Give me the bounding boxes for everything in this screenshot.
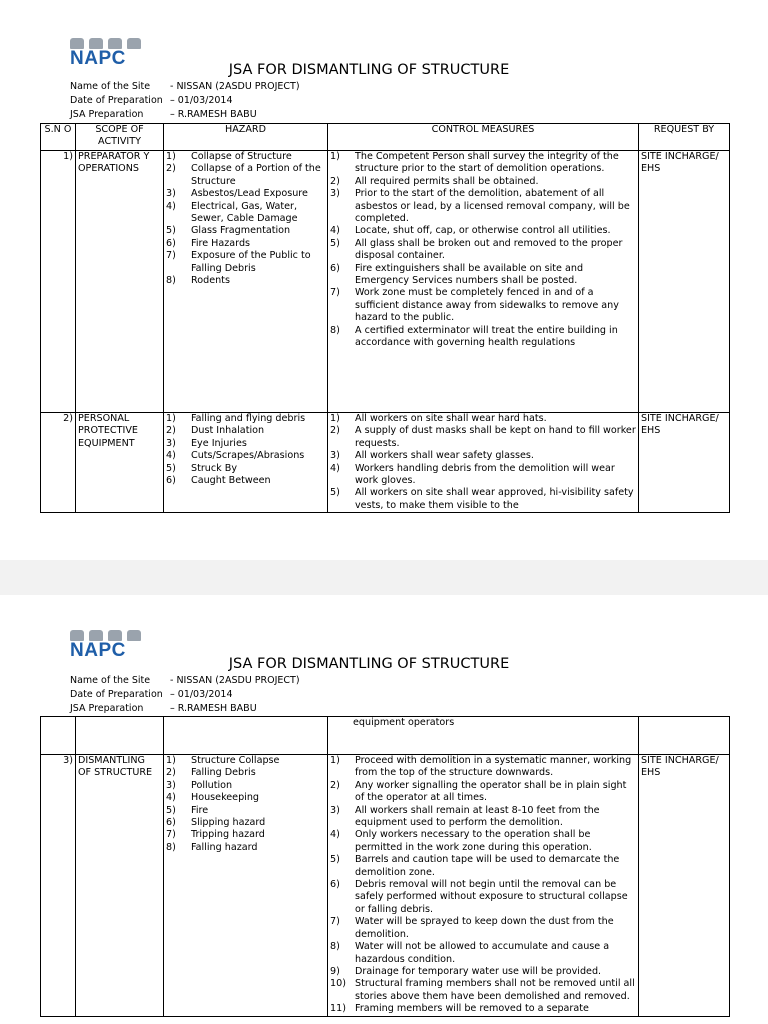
control-item: [330, 805, 636, 830]
document-meta: [70, 80, 300, 122]
meta-label: Name of the Site: [70, 675, 151, 686]
table-row-continued: [41, 717, 730, 755]
control-item: [330, 463, 636, 488]
hazard-item: [166, 275, 325, 287]
hazard-item: [166, 842, 325, 854]
item-number: 10): [330, 978, 346, 990]
control-item: [330, 755, 636, 780]
control-text: Prior to the start of the demolition, abatement of all asbestos or lead, by a licensed removal company, will be completed.: [355, 188, 630, 225]
item-number: 1): [330, 151, 340, 162]
item-number: 7): [166, 829, 176, 841]
control-item: [330, 1003, 636, 1015]
activity-scope: PREPARATOR Y OPERATIONS: [76, 151, 164, 413]
item-number: 7): [330, 287, 340, 299]
hazard-item: [166, 780, 325, 792]
activity-scope: DISMANTLING OF STRUCTURE: [76, 755, 164, 1017]
hazard-item: [166, 792, 325, 804]
control-text: Only workers necessary to the operation shall be permitted in the work zone during this operation.: [355, 829, 592, 853]
hazard-cell: [164, 413, 328, 513]
meta-value: - NISSAN (2ASDU PROJECT): [170, 675, 300, 686]
item-number: 1): [166, 151, 176, 162]
header-hazard: HAZARD: [164, 124, 328, 151]
item-number: 4): [330, 225, 340, 237]
item-number: 2): [166, 767, 176, 779]
hazard-item: [166, 450, 325, 462]
item-number: 7): [166, 250, 176, 262]
item-number: 6): [166, 475, 176, 487]
hazard-text: Exposure of the Public to Falling Debris: [191, 250, 311, 274]
control-text: All workers on site shall wear approved, hi-visibility safety vests, to make them visible to the: [355, 487, 634, 511]
hazard-text: Dust Inhalation: [191, 425, 265, 437]
hazard-text: Slipping hazard: [191, 817, 266, 829]
meta-label: Date of Preparation: [70, 689, 163, 700]
item-number: 3): [330, 804, 340, 816]
hazard-text: Caught Between: [191, 475, 271, 487]
hazard-text: Rodents: [191, 275, 230, 287]
hazard-item: [166, 767, 325, 779]
control-item: [330, 487, 636, 512]
hazard-item: [166, 413, 325, 425]
hazard-list: [166, 413, 325, 487]
item-number: 3): [166, 437, 176, 449]
hazard-text: Housekeeping: [191, 792, 260, 804]
hazard-list: [166, 151, 325, 287]
hazard-text: Tripping hazard: [191, 829, 265, 841]
hazard-text: Electrical, Gas, Water, Sewer, Cable Damage: [191, 200, 298, 225]
activity-scope: PERSONAL PROTECTIVE EQUIPMENT: [76, 413, 164, 513]
hazard-text: Struck By: [191, 462, 238, 474]
control-item: [330, 263, 636, 288]
item-number: 4): [330, 829, 340, 841]
meta-label: Date of Preparation: [70, 95, 163, 106]
control-measures-cell: [328, 755, 639, 1017]
hazard-cell: [164, 151, 328, 413]
item-number: 5): [330, 487, 340, 499]
hazard-item: [166, 163, 325, 188]
hazard-item: [166, 151, 325, 163]
control-item: [330, 829, 636, 854]
meta-label: JSA Preparation: [70, 109, 144, 120]
continued-control-text: equipment operators: [328, 717, 639, 755]
control-item: [330, 188, 636, 225]
hazard-text: Pollution: [191, 779, 233, 791]
control-text: All workers shall remain at least 8-10 feet from the equipment used to perform the demolition.: [355, 804, 600, 829]
hazard-text: Cuts/Scrapes/Abrasions: [191, 450, 305, 462]
hazard-item: [166, 201, 325, 226]
control-measures-cell: [328, 151, 639, 413]
control-text: Water will not be allowed to accumulate and cause a hazardous condition.: [355, 941, 610, 965]
hazard-item: [166, 463, 325, 475]
control-item: [330, 238, 636, 263]
document-page-2: [0, 595, 768, 1024]
control-item: [330, 941, 636, 966]
item-number: 3): [166, 779, 176, 791]
request-by: SITE INCHARGE/ EHS: [639, 151, 730, 413]
item-number: 8): [166, 841, 176, 853]
page-gap: [0, 560, 768, 595]
request-by: SITE INCHARGE/ EHS: [639, 413, 730, 513]
hazard-text: Falling and flying debris: [191, 413, 306, 424]
hazard-item: [166, 755, 325, 767]
control-item: [330, 978, 636, 1003]
item-number: 4): [166, 792, 176, 804]
meta-value: – 01/03/2014: [170, 95, 233, 106]
item-number: 5): [330, 854, 340, 866]
item-number: 8): [166, 275, 176, 287]
control-item: [330, 325, 636, 350]
item-number: 4): [330, 462, 340, 474]
hazard-text: Glass Fragmentation: [191, 225, 291, 237]
item-number: 5): [166, 804, 176, 816]
control-item: [330, 425, 636, 450]
request-by: SITE INCHARGE/ EHS: [639, 755, 730, 1017]
control-list: [330, 413, 636, 512]
meta-value: – R.RAMESH BABU: [170, 109, 257, 120]
meta-label: Name of the Site: [70, 81, 151, 92]
hazard-text: Falling hazard: [191, 841, 258, 853]
control-measures-cell: [328, 413, 639, 513]
hazard-text: Eye Injuries: [191, 437, 247, 449]
header-sno: S.N O: [41, 124, 76, 151]
header-scope: SCOPE OF ACTIVITY: [76, 124, 164, 151]
logo-wordmark: NAPC: [70, 640, 126, 661]
hazard-item: [166, 438, 325, 450]
hazard-item: [166, 238, 325, 250]
control-item: [330, 287, 636, 324]
control-text: Debris removal will not begin until the removal can be safely performed without exposure to structural collapse or falling debris.: [355, 879, 628, 915]
control-text: Water will be sprayed to keep down the dust from the demolition.: [355, 916, 614, 940]
control-item: [330, 854, 636, 879]
jsa-table: [40, 123, 730, 513]
control-text: Framing members will be removed to a separate: [355, 1003, 589, 1015]
hazard-cell: [164, 755, 328, 1017]
control-list: [330, 151, 636, 350]
meta-value: – R.RAMESH BABU: [170, 703, 257, 714]
page-title: JSA FOR DISMANTLING OF STRUCTURE: [228, 62, 510, 78]
hazard-text: Collapse of a Portion of the Structure: [191, 163, 321, 187]
table-row: [41, 755, 730, 1017]
control-list: [330, 755, 636, 1016]
control-text: Workers handling debris from the demolition will wear work gloves.: [355, 462, 615, 487]
logo-wordmark: NAPC: [70, 48, 126, 69]
jsa-table-continued: [40, 716, 730, 1017]
hazard-item: [166, 805, 325, 817]
control-text: A supply of dust masks shall be kept on hand to fill worker requests.: [355, 425, 636, 449]
item-number: 4): [166, 450, 176, 462]
page-title: JSA FOR DISMANTLING OF STRUCTURE: [228, 656, 510, 672]
hazard-text: Structure Collapse: [191, 755, 280, 766]
table-header-row: [41, 124, 730, 151]
item-number: 8): [330, 324, 340, 336]
item-number: 4): [166, 200, 176, 212]
hazard-item: [166, 829, 325, 841]
hazard-item: [166, 425, 325, 437]
control-item: [330, 916, 636, 941]
row-number: 1): [41, 151, 76, 413]
hazard-list: [166, 755, 325, 854]
control-item: [330, 879, 636, 916]
item-number: 5): [166, 462, 176, 474]
item-number: 11): [330, 1003, 346, 1015]
item-number: 8): [330, 941, 340, 953]
table-row: [41, 151, 730, 413]
hazard-item: [166, 250, 325, 275]
item-number: 3): [166, 188, 176, 200]
control-item: [330, 176, 636, 188]
control-text: A certified exterminator will treat the entire building in accordance with governing health regulations: [355, 324, 618, 349]
hazard-text: Collapse of Structure: [191, 151, 292, 162]
item-number: 2): [330, 779, 340, 791]
control-text: Any worker signalling the operator shall be in plain sight of the operator at all times.: [355, 779, 627, 804]
item-number: 2): [330, 425, 340, 437]
item-number: 9): [330, 965, 340, 977]
item-number: 3): [330, 450, 340, 462]
control-text: Proceed with demolition in a systematic manner, working from the top of the structure downwards.: [355, 755, 632, 779]
item-number: 6): [166, 817, 176, 829]
item-number: 1): [330, 413, 340, 424]
hazard-item: [166, 225, 325, 237]
item-number: 1): [330, 755, 340, 766]
item-number: 5): [330, 237, 340, 249]
control-item: [330, 413, 636, 425]
control-text: Structural framing members shall not be removed until all stories above them have been demolished and removed.: [355, 978, 635, 1002]
item-number: 3): [330, 188, 340, 200]
item-number: 2): [166, 425, 176, 437]
control-text: Work zone must be completely fenced in and of a sufficient distance away from sidewalks to remove any hazard to the public.: [355, 287, 619, 324]
hazard-item: [166, 188, 325, 200]
row-number: 3): [41, 755, 76, 1017]
meta-value: – 01/03/2014: [170, 689, 233, 700]
item-number: 1): [166, 413, 176, 424]
item-number: 1): [166, 755, 176, 766]
item-number: 2): [330, 175, 340, 187]
control-text: All required permits shall be obtained.: [355, 175, 539, 187]
table-row: [41, 413, 730, 513]
row-number: 2): [41, 413, 76, 513]
control-item: [330, 780, 636, 805]
header-control-measures: CONTROL MEASURES: [328, 124, 639, 151]
control-text: Locate, shut off, cap, or otherwise control all utilities.: [355, 225, 611, 237]
control-item: [330, 151, 636, 176]
meta-value: - NISSAN (2ASDU PROJECT): [170, 81, 300, 92]
control-text: Barrels and caution tape will be used to demarcate the demolition zone.: [355, 854, 620, 878]
item-number: 6): [330, 262, 340, 274]
document-meta: [70, 674, 300, 716]
item-number: 2): [166, 163, 176, 175]
header-request-by: REQUEST BY: [639, 124, 730, 151]
control-item: [330, 966, 636, 978]
control-text: All workers on site shall wear hard hats.: [355, 413, 547, 424]
control-item: [330, 225, 636, 237]
item-number: 7): [330, 916, 340, 928]
hazard-text: Fire Hazards: [191, 237, 251, 249]
item-number: 6): [330, 879, 340, 891]
item-number: 6): [166, 237, 176, 249]
control-text: The Competent Person shall survey the integrity of the structure prior to the start of demolition operations.: [355, 151, 619, 175]
hazard-item: [166, 817, 325, 829]
meta-label: JSA Preparation: [70, 703, 144, 714]
control-item: [330, 450, 636, 462]
hazard-text: Asbestos/Lead Exposure: [191, 188, 308, 200]
hazard-item: [166, 475, 325, 487]
hazard-text: Falling Debris: [191, 767, 256, 779]
control-text: Drainage for temporary water use will be provided.: [355, 965, 602, 977]
control-text: All glass shall be broken out and removed to the proper disposal container.: [355, 237, 623, 262]
hazard-text: Fire: [191, 804, 209, 816]
control-text: Fire extinguishers shall be available on site and Emergency Services numbers shall be posted.: [355, 262, 584, 287]
control-text: All workers shall wear safety glasses.: [355, 450, 534, 462]
item-number: 5): [166, 225, 176, 237]
